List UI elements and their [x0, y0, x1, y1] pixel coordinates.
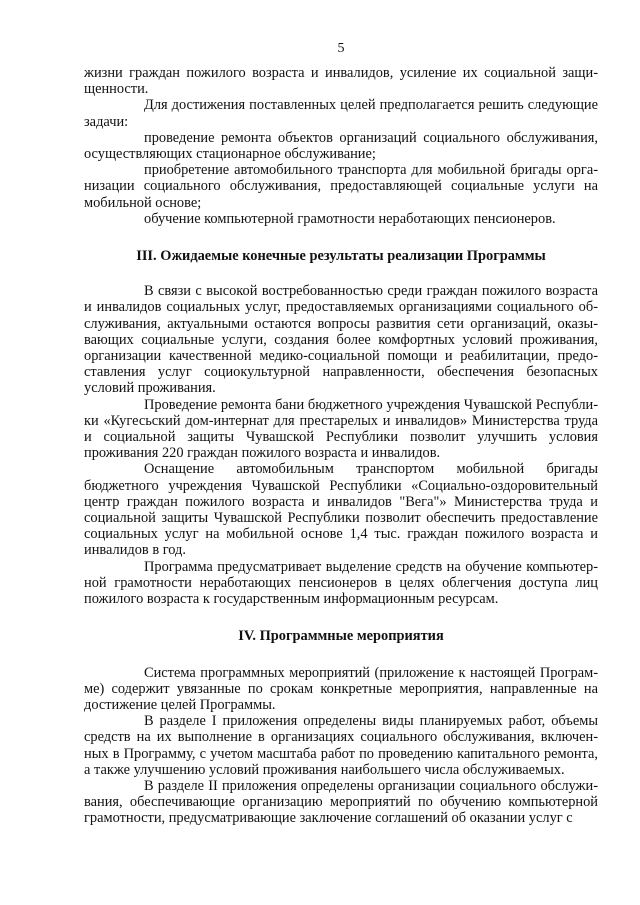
- section-3-paragraph: Программа предусматривает выделение средств на обучение компьютерной грамотности неработающих пенсионеров в целях облегчения доступа лиц пожилого возраста к государственным информационным ресурсам.: [84, 558, 598, 608]
- intro-tasks-lead-paragraph: Для достижения поставленных целей предполагается решить следующие задачи:: [84, 97, 598, 130]
- section-3-heading: III. Ожидаемые конечные результаты реализации Программы: [136, 248, 546, 265]
- section-3-paragraph: Оснащение автомобильным транспортом мобильной бригады бюджетного учреждения Чувашской Республики «Социально-оздоровительный центр граждан пожилого возраста и инвалидов "Вега"» Министерства труда и социальной защиты Чувашской Республики позволит обеспечить предоставление социальных услуг на мобильной основе 1,4 тыс. граждан пожилого возраста и инвалидов в год.: [84, 461, 598, 559]
- section-4-paragraph: Система программных мероприятий (приложение к настоящей Программе) содержит увязанные по срокам конкретные мероприятия, направленные на достижение целей Программы.: [84, 664, 598, 713]
- section-3-paragraph: Проведение ремонта бани бюджетного учреждения Чувашской Республики «Кугесьский дом-интернат для престарелых и инвалидов» Министерства труда и социальной защиты Чувашской Республики позволит улучшить условия проживания 220 граждан пожилого возраста и инвалидов.: [84, 396, 598, 462]
- section-4-paragraph: В разделе I приложения определены виды планируемых работ, объемы средств на их выполнение в организациях социального обслуживания, включенных в Программу, с учетом масштаба работ по проведению капитального ремонта, а также улучшению условий проживания наибольшего числа обслуживаемых.: [84, 713, 598, 778]
- task-item-computer-literacy: обучение компьютерной грамотности неработающих пенсионеров.: [144, 210, 556, 227]
- spacer: [84, 227, 598, 248]
- section-4-heading: IV. Программные мероприятия: [238, 628, 444, 645]
- task-item-repair: проведение ремонта объектов организаций социального обслуживания, осуществляющих стационарное обслуживание;: [84, 129, 598, 163]
- section-4-paragraph: В разделе II приложения определены организации социального обслуживания, обеспечивающие организацию мероприятий по обучению компьютерной грамотности, предусматривающие заключение соглашений об оказании услуг с: [84, 777, 598, 827]
- section-3-paragraph: В связи с высокой востребованностью среди граждан пожилого возраста и инвалидов социальных услуг, предоставляемых организациями социального обслуживания, актуальными остаются вопросы развития сети организаций, оказывающих социальные услуги, создания более комфортных условий проживания, организации качественной медико-социальной помощи и реабилитации, предоставления услуг социокультурной направленности, обеспечения безопасных условий проживания.: [84, 283, 598, 397]
- spacer: [84, 264, 598, 283]
- task-item-transport: приобретение автомобильного транспорта для мобильной бригады организации социального обслуживания, предоставляющей социальные услуги на мобильной основе;: [84, 162, 598, 211]
- spacer: [84, 607, 598, 628]
- page-number: 5: [337, 41, 345, 56]
- intro-continuation-paragraph: жизни граждан пожилого возраста и инвалидов, усиление их социальной защищенности.: [84, 65, 598, 98]
- spacer: [84, 645, 598, 665]
